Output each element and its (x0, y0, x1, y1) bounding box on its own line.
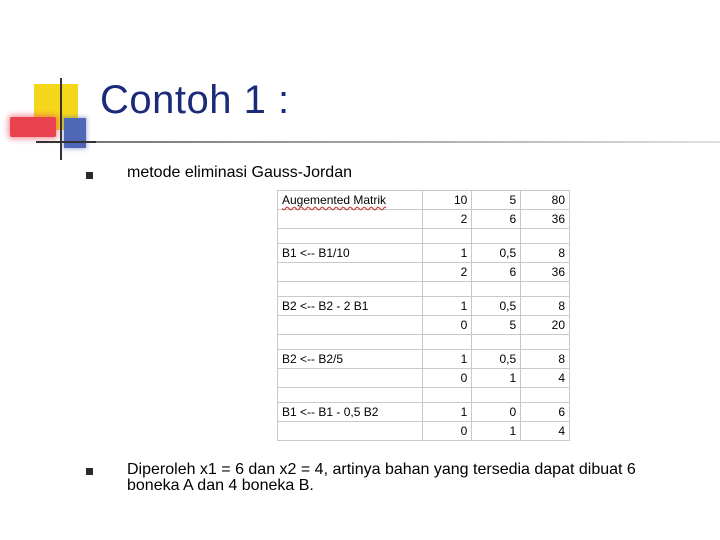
slide-title: Contoh 1 : (100, 78, 290, 122)
table-row (278, 369, 570, 388)
matrix-cell: 4 (521, 369, 570, 388)
decor-blue-square (64, 118, 86, 148)
empty-cell (278, 422, 423, 441)
matrix-cell: 0 (423, 369, 472, 388)
matrix-cell: 5 (472, 316, 521, 335)
matrix-cell: 1 (423, 297, 472, 316)
bullet-icon (86, 172, 93, 179)
bullet-text-conclusion: Diperoleh x1 = 6 dan x2 = 4, artinya bahan yang tersedia dapat dibuat 6 boneka A dan 4 boneka B. (127, 461, 636, 494)
empty-cell (278, 369, 423, 388)
table-spacer-row (278, 388, 570, 403)
table-row (278, 350, 570, 369)
matrix-cell: 1 (423, 403, 472, 422)
matrix-cell: 10 (423, 191, 472, 210)
matrix-cell: 36 (521, 263, 570, 282)
matrix-cell: 8 (521, 350, 570, 369)
matrix-cell: 0 (472, 403, 521, 422)
table-row (278, 422, 570, 441)
matrix-cell: 0 (423, 316, 472, 335)
matrix-cell: 8 (521, 297, 570, 316)
matrix-cell: 1 (472, 422, 521, 441)
table-row (278, 403, 570, 422)
matrix-cell: 2 (423, 263, 472, 282)
table-row (278, 316, 570, 335)
title-underline (96, 141, 720, 143)
matrix-cell: 8 (521, 244, 570, 263)
matrix-cell: 2 (423, 210, 472, 229)
matrix-cell: 1 (423, 350, 472, 369)
table-spacer-row (278, 282, 570, 297)
matrix-cell: 6 (472, 210, 521, 229)
matrix-cell: 5 (472, 191, 521, 210)
matrix-cell: 0,5 (472, 297, 521, 316)
table-spacer-row (278, 335, 570, 350)
gauss-jordan-table (277, 190, 570, 441)
matrix-cell: 20 (521, 316, 570, 335)
matrix-cell: 80 (521, 191, 570, 210)
step-label: Augemented Matrik (278, 191, 423, 210)
decor-horizontal-line-short (36, 141, 98, 143)
decor-vertical-line (60, 78, 62, 160)
empty-cell (278, 263, 423, 282)
matrix-cell: 6 (472, 263, 521, 282)
step-label: B2 <-- B2/5 (278, 350, 423, 369)
table-row (278, 263, 570, 282)
matrix-cell: 36 (521, 210, 570, 229)
step-label: B1 <-- B1 - 0,5 B2 (278, 403, 423, 422)
matrix-cell: 1 (423, 244, 472, 263)
decor-red-bar (10, 117, 56, 137)
matrix-cell: 1 (472, 369, 521, 388)
table-row (278, 210, 570, 229)
table-spacer-row (278, 229, 570, 244)
table-row (278, 191, 570, 210)
matrix-cell: 4 (521, 422, 570, 441)
table-row (278, 244, 570, 263)
matrix-cell: 0,5 (472, 244, 521, 263)
matrix-cell: 0 (423, 422, 472, 441)
step-label: B1 <-- B1/10 (278, 244, 423, 263)
matrix-cell: 0,5 (472, 350, 521, 369)
step-label: B2 <-- B2 - 2 B1 (278, 297, 423, 316)
table-row (278, 297, 570, 316)
empty-cell (278, 210, 423, 229)
empty-cell (278, 316, 423, 335)
bullet-text-method: metode eliminasi Gauss-Jordan (127, 164, 352, 181)
matrix-cell: 6 (521, 403, 570, 422)
bullet-icon (86, 468, 93, 475)
